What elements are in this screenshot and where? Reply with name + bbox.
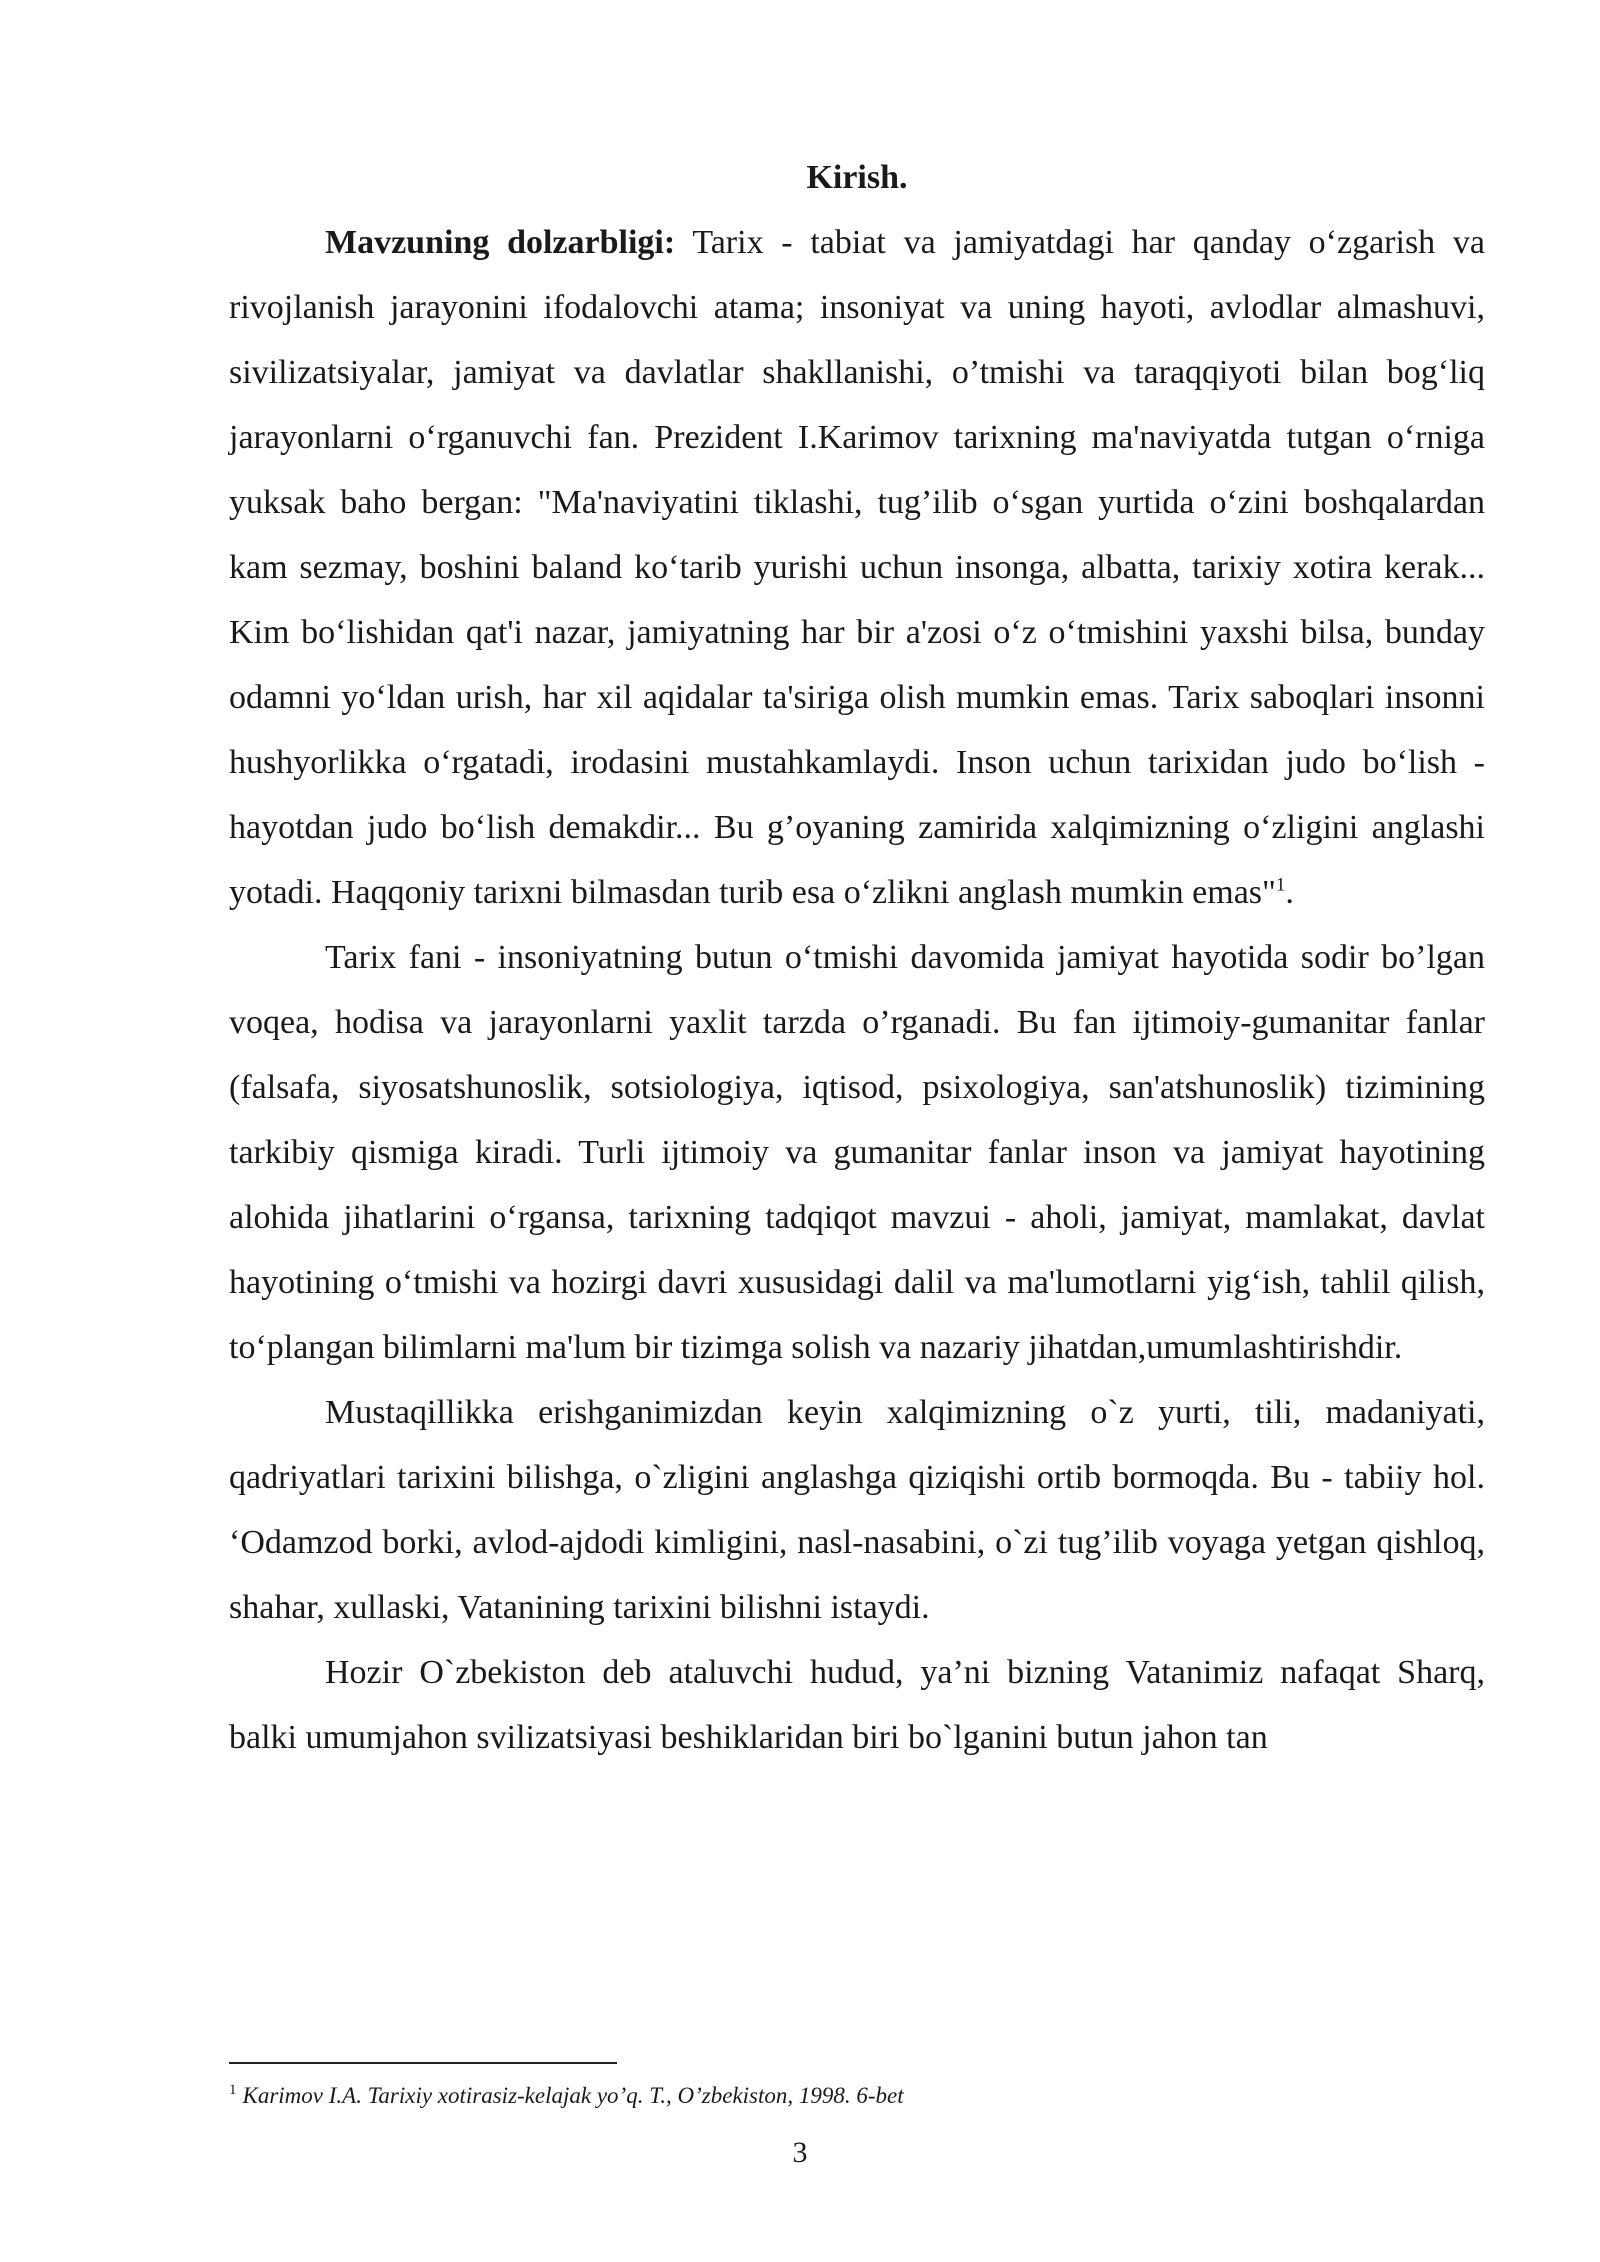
paragraph-1 [229,210,1485,925]
footnote-text: Karimov I.A. Tarixiy xotirasiz-kelajak yo’q. T., O’zbekiston, 1998. 6-bet [242,2083,904,2108]
footnote-separator [229,2062,617,2064]
body-text [229,145,1485,1770]
paragraph-lead: Mavzuning dolzarbligi: [325,224,676,261]
page-number: 3 [792,2136,808,2169]
paragraph-3: Mustaqillikka erishganimizdan keyin xalqimizning o`z yurti, tili, madaniyati, qadriyatlari tarixini bilishga, o`zligini anglashga qiziqishi ortib bormoqda. Bu - tabiiy hol. ‘Odamzod borki, avlod-ajdodi kimligini, nasl-nasabini, o`zi tug’ilib voyaga yetgan qishloq, shahar, xullaski, Vatanining tarixini bilishni istaydi. [229,1394,1485,1626]
paragraph-4: Hozir O`zbekiston deb ataluvchi hudud, ya’ni bizning Vatanimiz nafaqat Sharq, balki umumjahon svilizatsiyasi beshiklaridan biri bo`lganini butun jahon tan [229,1654,1485,1756]
footnote [229,2080,1485,2112]
footnote-number: 1 [229,2082,237,2099]
footnote-reference[interactable]: 1 [1275,874,1286,896]
page-title: Kirish. [806,159,908,196]
paragraph-text: Tarix - tabiat va jamiyatdagi har qanday o‘zgarish va rivojlanish jarayonini ifodalovchi atama; insoniyat va uning hayoti, avlodlar almashuvi, sivilizatsiyalar, jamiyat va davlatlar shakllanishi, o’tmishi va taraqqiyoti bilan bog‘liq jarayonlarni o‘rganuvchi fan. Prezident I.Karimov tarixning ma'naviyatda tutgan o‘rniga yuksak baho bergan: "Ma'naviyatini tiklashi, tug’ilib o‘sgan yurtida o‘zini boshqalardan kam sezmay, boshini baland ko‘tarib yurishi uchun insonga, albatta, tarixiy xotira kerak... Kim bo‘lishidan qat'i nazar, jamiyatning har bir a'zosi o‘z o‘tmishini yaxshi bilsa, bunday odamni yo‘ldan urish, har xil aqidalar ta'siriga olish mumkin emas. Tarix saboqlari insonni hushyorlikka o‘rgatadi, irodasini mustahkamlaydi. Inson uchun tarixidan judo bo‘lish - hayotdan judo bo‘lish demakdir... Bu g’oyaning zamirida xalqimizning o‘zligini anglashi yotadi. Haqqoniy tarixni bilmasdan turib esa o‘zlikni anglash mumkin emas" [229,224,1485,911]
paragraph-2: Tarix fani - insoniyatning butun o‘tmishi davomida jamiyat hayotida sodir bo’lgan voqea, hodisa va jarayonlarni yaxlit tarzda o’rganadi. Bu fan ijtimoiy-gumanitar fanlar (falsafa, siyosatshunoslik, sotsiologiya, iqtisod, psixologiya, san'atshunoslik) tizimining tarkibiy qismiga kiradi. Turli ijtimoiy va gumanitar fanlar inson va jamiyat hayotining alohida jihatlarini o‘rgansa, tarixning tadqiqot mavzui - aholi, jamiyat, mamlakat, davlat hayotining o‘tmishi va hozirgi davri xususidagi dalil va ma'lumotlarni yig‘ish, tahlil qilish, to‘plangan bilimlarni ma'lum bir tizimga solish va nazariy jihatdan,umumlashtirishdir. [229,939,1485,1366]
paragraph-tail: . [1285,874,1294,911]
